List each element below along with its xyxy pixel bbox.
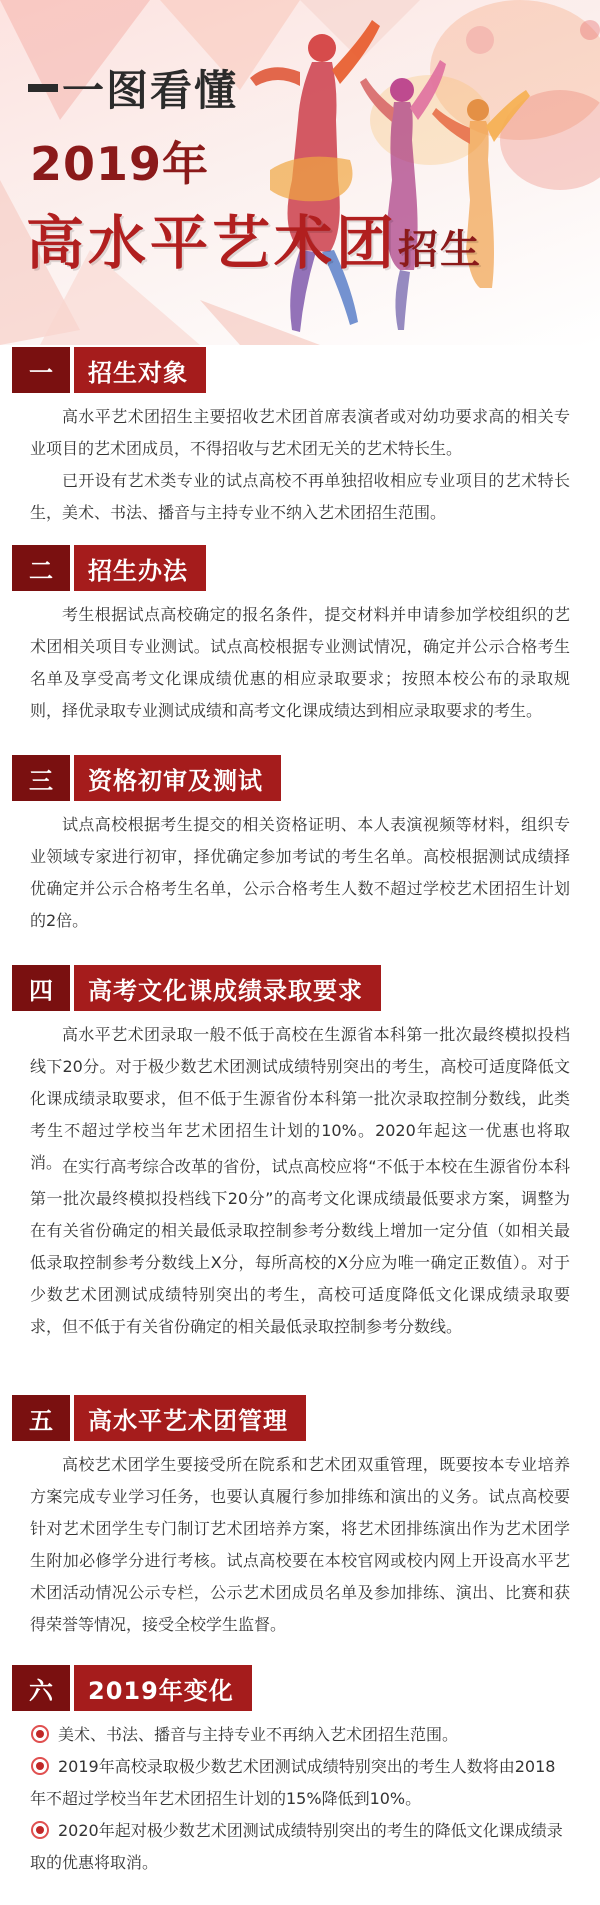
section-heading	[12, 755, 281, 801]
section-heading	[12, 1665, 252, 1711]
header-title-main	[26, 196, 482, 280]
section-number: 五	[12, 1395, 70, 1441]
section-title: 高考文化课成绩录取要求	[74, 965, 381, 1011]
dash-icon	[28, 84, 58, 92]
list-item-text: 2020年起对极少数艺术团测试成绩特别突出的考生的降低文化课成绩录取的优惠将取消。	[30, 1821, 563, 1872]
section-number: 三	[12, 755, 70, 801]
section-number: 一	[12, 347, 70, 393]
paragraph: 高水平艺术团招生主要招收艺术团首席表演者或对幼功要求高的相关专业项目的艺术团成员，不得招收与艺术团无关的艺术特长生。	[30, 407, 570, 458]
section-number: 四	[12, 965, 70, 1011]
section-title: 2019年变化	[74, 1665, 252, 1711]
section-title: 资格初审及测试	[74, 755, 281, 801]
header-title-line1-text: 一图看懂	[62, 66, 239, 115]
section-heading	[12, 347, 206, 393]
paragraph: 高校艺术团学生要接受所在院系和艺术团双重管理，既要按本专业培养方案完成专业学习任务，也要认真履行参加排练和演出的义务。试点高校要针对艺术团学生专门制订艺术团培养方案，将艺术团排练演出作为艺术团学生附加必修学分进行考核。试点高校要在本校官网或校内网上开设高水平艺术团活动情况公示专栏，公示艺术团成员名单及参加排练、演出、比赛和获得荣誉等情况，接受全校学生监督。	[30, 1455, 570, 1634]
header-title-main-text: 高水平艺术团	[26, 209, 399, 277]
header-title-line1	[28, 58, 238, 118]
list-item-text: 美术、书法、播音与主持专业不再纳入艺术团招生范围。	[58, 1725, 459, 1744]
section-number: 六	[12, 1665, 70, 1711]
paragraph: 试点高校根据考生提交的相关资格证明、本人表演视频等材料，组织专业领域专家进行初审，择优确定参加考试的考生名单。高校根据测试成绩择优确定并公示合格考生名单，公示合格考生人数不超过学校艺术团招生计划的2倍。	[30, 815, 570, 930]
list-item	[30, 1815, 570, 1879]
header-title-year: 2019年	[30, 137, 210, 191]
section-title: 高水平艺术团管理	[74, 1395, 306, 1441]
section-title: 招生对象	[74, 347, 206, 393]
section-number: 二	[12, 545, 70, 591]
paragraph: 考生根据试点高校确定的报名条件，提交材料并申请参加学校组织的艺术团相关项目专业测试。试点高校根据专业测试情况，确定并公示合格考生名单及享受高考文化课成绩优惠的相应录取要求；按照本校公布的录取规则，择优录取专业测试成绩和高考文化课成绩达到相应录取要求的考生。	[30, 605, 570, 720]
list-item	[30, 1719, 570, 1751]
list-item	[30, 1751, 570, 1815]
header-title-suffix: 招生	[398, 227, 483, 273]
paragraph: 在实行高考综合改革的省份，试点高校应将“不低于本校在生源省份本科第一批次最终模拟投档线下20分”的高考文化课成绩最低要求方案，调整为在有关省份确定的相关最低录取控制参考分数线上增加一定分值（如相关最低录取控制参考分数线上X分，每所高校的X分应为唯一确定正数值）。对于少数艺术团测试成绩特别突出的考生，高校可适度降低文化课成绩录取要求，但不低于有关省份确定的相关最低录取控制参考分数线。	[30, 1157, 570, 1336]
section-heading	[12, 545, 206, 591]
bullet-icon	[30, 1756, 50, 1776]
section-heading	[12, 1395, 306, 1441]
section-heading	[12, 965, 381, 1011]
bullet-icon	[30, 1820, 50, 1840]
header-banner	[0, 0, 600, 345]
bullet-icon	[30, 1724, 50, 1744]
list-item-text: 2019年高校录取极少数艺术团测试成绩特别突出的考生人数将由2018年不超过学校当年艺术团招生计划的15%降低到10%。	[30, 1757, 556, 1808]
paragraph: 已开设有艺术类专业的试点高校不再单独招收相应专业项目的艺术特长生，美术、书法、播音与主持专业不纳入艺术团招生范围。	[30, 471, 570, 522]
paragraph: 高水平艺术团录取一般不低于高校在生源省本科第一批次最终模拟投档线下20分。对于极少数艺术团测试成绩特别突出的考生，高校可适度降低文化课成绩录取要求，但不低于生源省份本科第一批次录取控制分数线，此类考生不超过学校当年艺术团招生计划的10%。2020年起这一优惠也将取消。	[30, 1025, 570, 1172]
section-title: 招生办法	[74, 545, 206, 591]
